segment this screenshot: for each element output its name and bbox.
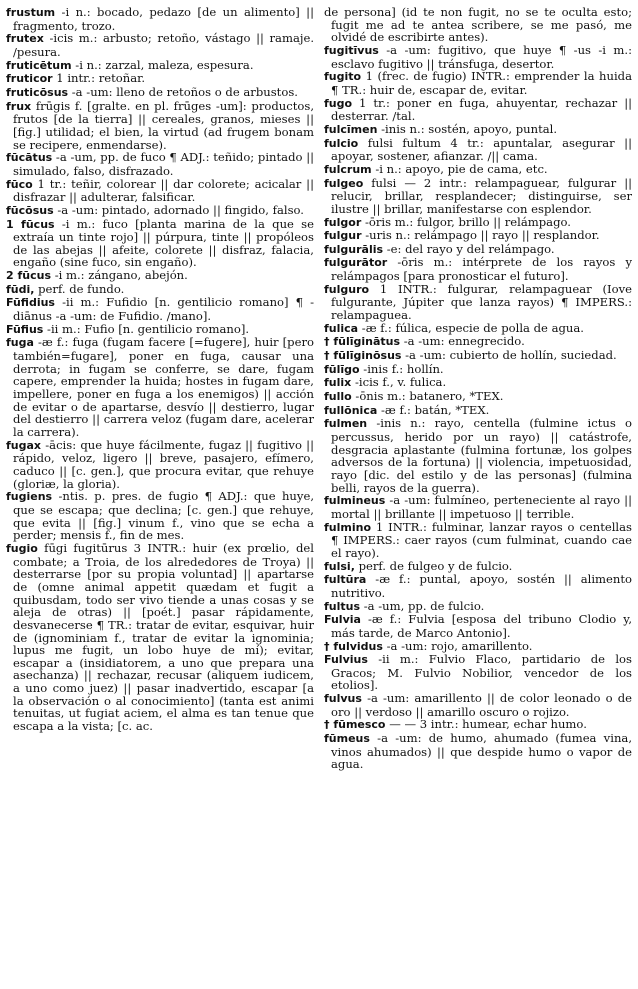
dictionary-entry: [6, 100, 314, 152]
entry-headword: fulmen: [324, 417, 368, 431]
entry-definition: 1 tr.: teñir, colorear || dar colorete; acicalar || disfrazar || adulterar, falsificar.: [13, 176, 314, 205]
entry-headword: fruticētum: [6, 58, 72, 72]
entry-headword: fugitīvus: [324, 43, 379, 57]
dictionary-entry: [324, 163, 632, 177]
entry-definition: -inis f.: hollín.: [363, 361, 444, 376]
entry-headword: fulvus: [324, 692, 362, 706]
entry-headword: fūmeus: [324, 732, 370, 746]
dictionary-entry: [324, 243, 632, 257]
entry-definition: -i n.: apoyo, pie de cama, etc.: [375, 161, 548, 176]
columns: [6, 6, 632, 989]
entry-definition: -i m.: zángano, abejón.: [54, 268, 188, 283]
entry-headword: † fūlīginōsus: [324, 349, 402, 363]
entry-definition: -a -um: lleno de retoños o de arbustos.: [71, 84, 298, 99]
entry-definition: -æ f.: batán, *TEX.: [380, 402, 490, 417]
dictionary-entry: [324, 256, 632, 282]
entry-definition: -i m.: fuco [planta marina de la que se extraía un tinte rojo] || púrpura, tinte || propóleos de las abejas || afeite, colorete || disfraz, falacia, engaño (sine fuco, sin engaño).: [13, 216, 314, 270]
dictionary-entry: [6, 218, 314, 270]
dictionary-entry: [324, 640, 632, 654]
dictionary-entry: [324, 6, 632, 44]
entry-headword: Fulvius: [324, 653, 368, 667]
entry-headword: fūcōsus: [6, 203, 54, 217]
entry-headword: fulsi,: [324, 559, 355, 573]
entry-definition: -a -um: fugitivo, que huye ¶ -us -i m.: esclavo fugitivo || tránsfuga, desertor.: [331, 42, 632, 71]
entry-headword: fugo: [324, 96, 353, 110]
entry-headword: frustum: [6, 6, 56, 19]
entry-headword: frux: [6, 99, 32, 113]
entry-definition: -a -um: cubierto de hollín, suciedad.: [405, 348, 617, 363]
dictionary-entry: [324, 692, 632, 718]
entry-definition: -a -um: de humo, ahumado (fumea vina, vinos ahumados) || que despide humo o vapor de agua.: [331, 731, 632, 772]
entry-definition: -ii m.: Fufio [n. gentilicio romano].: [47, 321, 250, 336]
entry-definition: fulsi fultum 4 tr.: apuntalar, asegurar || apoyar, sostener, afianzar. /|| cama.: [331, 135, 632, 164]
entry-headword: † fūlīginātus: [324, 335, 401, 349]
entry-definition: perf. de fundo.: [38, 281, 125, 296]
entry-headword: fulgeo: [324, 176, 364, 190]
entry-headword: fulmino: [324, 520, 372, 534]
entry-definition: 1 tr.: poner en fuga, ahuyentar, rechazar || desterrar. /tal.: [331, 95, 632, 124]
entry-headword: fūco: [6, 177, 33, 191]
dictionary-entry: [324, 70, 632, 96]
entry-headword: frutex: [6, 32, 44, 46]
entry-definition: -æ f.: Fulvia [esposa del tribuno Clodio y, más tarde, de Marco Antonio].: [331, 612, 632, 640]
entry-definition: -ōnis m.: batanero, *TEX.: [355, 389, 504, 404]
entry-definition: de persona] (id te non fugit, no se te oculta esto; fugit me ad te antea scribere, se me pasó, me olvidé de escribirte antes).: [324, 6, 632, 45]
dictionary-entry: [6, 323, 314, 337]
entry-definition: -a -um: amarillento || de color leonado o de oro || verdoso || amarillo oscuro o rojizo.: [331, 691, 632, 719]
entry-headword: fugax: [6, 438, 42, 452]
dictionary-entry: [6, 283, 314, 297]
entry-headword: fullōnica: [324, 403, 378, 417]
dictionary-entry: [324, 600, 632, 614]
dictionary-entry: [6, 178, 314, 204]
entry-headword: fultūra: [324, 573, 367, 587]
dictionary-entry: [324, 653, 632, 692]
dictionary-entry: [324, 732, 632, 771]
entry-headword: fultus: [324, 599, 361, 613]
entry-headword: fruticōsus: [6, 85, 69, 99]
dictionary-entry: [324, 137, 632, 163]
dictionary-entry: [324, 417, 632, 494]
dictionary-entry: [6, 490, 314, 542]
dictionary-entry: [324, 335, 632, 349]
entry-headword: fugio: [6, 541, 38, 555]
entry-definition: -ācis: que huye fácilmente, fugaz || fugitivo || rápido, veloz, ligero || breve, pasajero, efímero, caduco || [c. gen.], que procura evitar, que rehuye (gloriæ, la gloria).: [13, 437, 314, 491]
dictionary-entry: [324, 404, 632, 418]
dictionary-entry: [324, 613, 632, 639]
entry-headword: fugiens: [6, 490, 53, 504]
entry-headword: fūlīgo: [324, 362, 360, 376]
entry-definition: -a -um: fulmíneo, perteneciente al rayo || mortal || brillante || impetuoso || terrible.: [331, 493, 632, 521]
entry-headword: fruticor: [6, 72, 53, 86]
entry-headword: fūcātus: [6, 151, 53, 165]
entry-headword: fūdi,: [6, 282, 35, 296]
entry-headword: fullo: [324, 390, 352, 404]
entry-definition: fulsi — 2 intr.: relampaguear, fulgurar || relucir, brillar, resplandecer; distinguirse, ser ilustre || brillar, manifestarse con esplendor.: [331, 175, 632, 216]
dictionary-entry: [6, 439, 314, 491]
entry-headword: fulix: [324, 376, 352, 390]
entry-headword: fulgurālis: [324, 242, 384, 256]
dictionary-entry: [6, 59, 314, 73]
dictionary-entry: [6, 151, 314, 177]
dictionary-entry: [324, 177, 632, 216]
entry-definition: -æ f.: fúlica, especie de polla de agua.: [361, 320, 584, 335]
entry-definition: -ōris m.: fulgor, brillo || relámpago.: [364, 214, 571, 229]
entry-headword: fulcīmen: [324, 122, 378, 136]
dictionary-entry: [6, 86, 314, 100]
entry-definition: 1 INTR.: fulgurar, relampaguear (Iove fulgurante, Júpiter que lanza rayos) ¶ IMPERS.: relampaguea.: [331, 281, 632, 323]
entry-definition: fūgi fugitūrus 3 INTR.: huir (ex prœlio, del combate; a Troia, de los alrededores de Troya) || desterrarse [por su propia voluntad] || apartarse de (omne animal appetit quædam et fugit a quibusdam, todo ser vivo tiende a unas cosas y se aleja de otras) || [poét.] pasar rápidamente, desvanecerse ¶ TR.: tratar de evitar, esquivar, huir de (ignominiam f., tratar de evitar la ignominia; lupus me fugit, un lobo huye de mí); evitar, escapar a (insidiatorem, a uno que prepara una asechanza) || rechazar, recusar (aliquem iudicem, a uno como juez) || pasar inadvertido, escapar [a la observación o al conocimiento] (tanta est animi tenuitas, ut fugiat aciem, el alma es tan tenue que escapa a la vista; [c. ac.: [13, 540, 314, 734]
entry-headword: fulcio: [324, 136, 359, 150]
entry-headword: 2 fūcus: [6, 269, 51, 283]
dictionary-entry: [324, 560, 632, 574]
dictionary-entry: [324, 376, 632, 390]
entry-headword: Fulvia: [324, 613, 361, 627]
entry-headword: fulica: [324, 321, 359, 335]
dictionary-entry: [6, 296, 314, 322]
dictionary-entry: [6, 269, 314, 283]
dictionary-entry: [324, 283, 632, 322]
dictionary-entry: [324, 494, 632, 520]
entry-definition: 1 (frec. de fugio) INTR.: emprender la huida ¶ TR.: huir de, escapar de, evitar.: [331, 69, 632, 97]
entry-headword: fulcrum: [324, 162, 372, 176]
left-column: [6, 6, 314, 989]
dictionary-entry: [324, 97, 632, 123]
entry-definition: -a -um, pp. de fulcio.: [363, 598, 485, 613]
dictionary-entry: [6, 6, 314, 32]
dictionary-entry: [324, 216, 632, 230]
dictionary-entry: [324, 390, 632, 404]
dictionary-entry: [324, 322, 632, 336]
entry-definition: -inis n.: rayo, centella (fulmine ictus o percussus, herido por un rayo) || catástrofe, desgracia aplastante (fulmina fortunæ, los golpes adversos de la fortuna) || violencia, impetuosidad, rayo [dic. del estilo y de las personas] (fulmina belli, rayos de la guerra).: [331, 416, 632, 495]
entry-headword: Fūfius: [6, 322, 44, 336]
dictionary-entry: [324, 363, 632, 377]
entry-definition: -a -um: ennegrecido.: [403, 334, 525, 349]
entry-headword: fulgur: [324, 229, 362, 243]
entry-headword: fulmineus: [324, 494, 386, 508]
entry-definition: 1 INTR.: fulminar, lanzar rayos o centellas ¶ IMPERS.: caer rayos (cum fulminat, cuando cae el rayo).: [331, 519, 632, 560]
entry-headword: fulguro: [324, 282, 370, 296]
entry-definition: -a -um, pp. de fuco ¶ ADJ.: teñido; pintado || simulado, falso, disfrazado.: [13, 150, 314, 178]
entry-definition: -a -um: rojo, amarillento.: [386, 638, 533, 653]
entry-headword: fulgurātor: [324, 256, 388, 270]
dictionary-entry: [324, 44, 632, 70]
dictionary-entry: [6, 204, 314, 218]
entry-definition: -ii m.: Fufidio [n. gentilicio romano] ¶ -diānus -a -um: de Fufidio. /mano].: [13, 295, 314, 324]
entry-definition: perf. de fulgeo y de fulcio.: [358, 558, 513, 573]
entry-definition: -e: del rayo y del relámpago.: [386, 241, 555, 256]
entry-headword: Fūfidius: [6, 296, 55, 310]
dictionary-entry: [324, 349, 632, 363]
entry-definition: -ntis. p. pres. de fugio ¶ ADJ.: que huye, que se escapa; que declina; [c. gen.] que rehuye, que evita || [fig.] vinum f., vino que se echa a perder; mensis f., fin de mes.: [13, 489, 314, 543]
dictionary-entry: [6, 32, 314, 58]
entry-definition: -æ f.: puntal, apoyo, sostén || alimento nutritivo.: [331, 572, 632, 600]
entry-definition: -ii m.: Fulvio Flaco, partidario de los Gracos; M. Fulvio Nobilior, vencedor de los etolios].: [331, 652, 632, 693]
entry-definition: frūgis f. [gralte. en pl. frūges -um]: productos, frutos [de la tierra] || cereales, granos, mieses || [fig.] utilidad; el bien, la virtud (ad frugem bonam se recipere, enmendarse).: [13, 98, 314, 152]
entry-headword: † fulvidus: [324, 639, 383, 653]
entry-definition: 1 intr.: retoñar.: [56, 71, 146, 86]
dictionary-entry: [6, 542, 314, 733]
entry-definition: -icis f., v. fulica.: [354, 375, 447, 390]
entry-definition: -ōris m.: intérprete de los rayos y relámpagos [para pronosticar el futuro].: [331, 255, 632, 284]
dictionary-entry: [324, 123, 632, 137]
dictionary-entry: [6, 336, 314, 438]
entry-definition: -uris n.: relámpago || rayo || resplandor.: [365, 228, 600, 243]
entry-headword: 1 fūcus: [6, 217, 55, 231]
entry-definition: -icis m.: arbusto; retoño, vástago || ramaje. /pesura.: [13, 31, 314, 59]
entry-definition: -i n.: bocado, pedazo [de un alimento] || fragmento, trozo.: [13, 6, 314, 33]
dictionary-entry: [6, 72, 314, 86]
entry-definition: — — 3 intr.: humear, echar humo.: [389, 717, 587, 732]
entry-headword: fulgor: [324, 215, 362, 229]
right-column: [324, 6, 632, 989]
dictionary-entry: [324, 229, 632, 243]
entry-definition: -æ f.: fuga (fugam facere [=fugere], huir [pero también=fugare], poner en fuga, causar una derrota; in fugam se conferre, se dare, fugam capere, emprender la huida; hostes in fugam dare, impellere, poner en fuga a los enemigos) || acción de evitar o de apartarse, desvío || destierro, lugar del destierro || carrera veloz (fugam dare, acelerar la carrera).: [13, 335, 314, 439]
dictionary-entry: [324, 573, 632, 599]
dictionary-entry: [324, 718, 632, 732]
entry-headword: fugito: [324, 70, 362, 84]
entry-definition: -i n.: zarzal, maleza, espesura.: [75, 57, 254, 72]
entry-definition: -inis n.: sostén, apoyo, puntal.: [381, 121, 558, 136]
entry-definition: -a -um: pintado, adornado || fingido, falso.: [57, 202, 304, 217]
entry-headword: † fūmesco: [324, 718, 386, 732]
entry-headword: fuga: [6, 336, 34, 350]
dictionary-entry: [324, 521, 632, 560]
